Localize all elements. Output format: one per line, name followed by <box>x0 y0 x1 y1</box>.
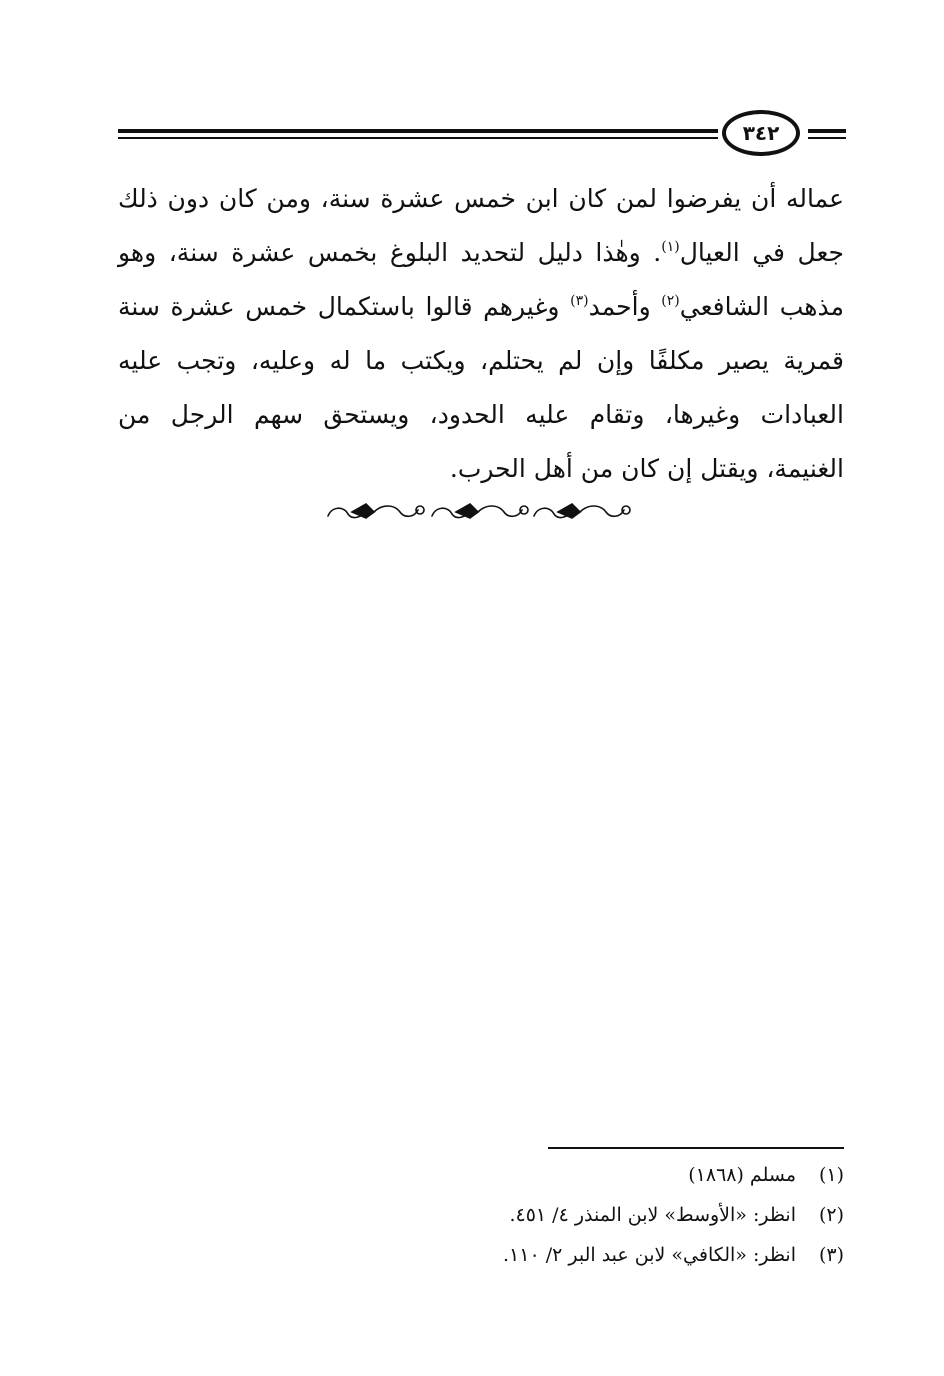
footnote-text: مسلم (١٨٦٨) <box>688 1164 796 1186</box>
header-rule-thin-right <box>808 137 846 139</box>
footnote-reference[interactable]: (١) <box>661 239 680 255</box>
footnote-reference[interactable]: (٢) <box>661 293 680 309</box>
footnote-number: (٢) <box>818 1204 844 1226</box>
page-header <box>118 110 846 160</box>
footnote-text: انظر: «الأوسط» لابن المنذر ٤/ ٤٥١. <box>509 1204 796 1226</box>
header-rule-thick-right <box>808 129 846 133</box>
body-line: الغنيمة، ويقتل إن كان من أهل الحرب. <box>449 454 844 483</box>
footnote-reference[interactable]: (٣) <box>570 293 589 309</box>
footnote-text: انظر: «الكافي» لابن عبد البر ٢/ ١١٠. <box>502 1244 796 1266</box>
section-divider-ornament <box>322 494 632 528</box>
footnote-separator <box>548 1147 844 1149</box>
body-line: عماله أن يفرضوا لمن كان ابن خمس عشرة سنة، ومن كان دون ذلك <box>118 184 844 213</box>
footnote-number: (٣) <box>818 1244 844 1266</box>
ornament-unit <box>328 504 424 518</box>
header-rule-thin <box>118 137 718 139</box>
body-line: العبادات وغيرها، وتقام عليه الحدود، ويستحق سهم الرجل من <box>118 400 844 429</box>
footnote-item <box>300 1155 844 1195</box>
ornament-unit <box>534 504 630 518</box>
footnote-item <box>300 1235 844 1275</box>
page-number: ٣٤٢ <box>722 110 800 156</box>
body-line: جعل في العيال$^{(١)}$. وهٰذا دليل لتحديد البلوغ بخمس عشرة سنة، وهو <box>118 238 844 267</box>
footnote-number: (١) <box>818 1164 844 1186</box>
main-paragraph <box>118 172 844 496</box>
ornament-unit <box>432 504 528 518</box>
header-rule-thick <box>118 129 718 133</box>
body-line: قمرية يصير مكلفًا وإن لم يحتلم، ويكتب ما له وعليه، وتجب عليه <box>118 346 844 375</box>
body-line: مذهب الشافعي$^{(٢)}$ وأحمد$^{(٣)}$ وغيرهم قالوا باستكمال خمس عشرة سنة <box>118 292 844 321</box>
footnotes-section <box>300 1155 844 1275</box>
footnote-item <box>300 1195 844 1235</box>
